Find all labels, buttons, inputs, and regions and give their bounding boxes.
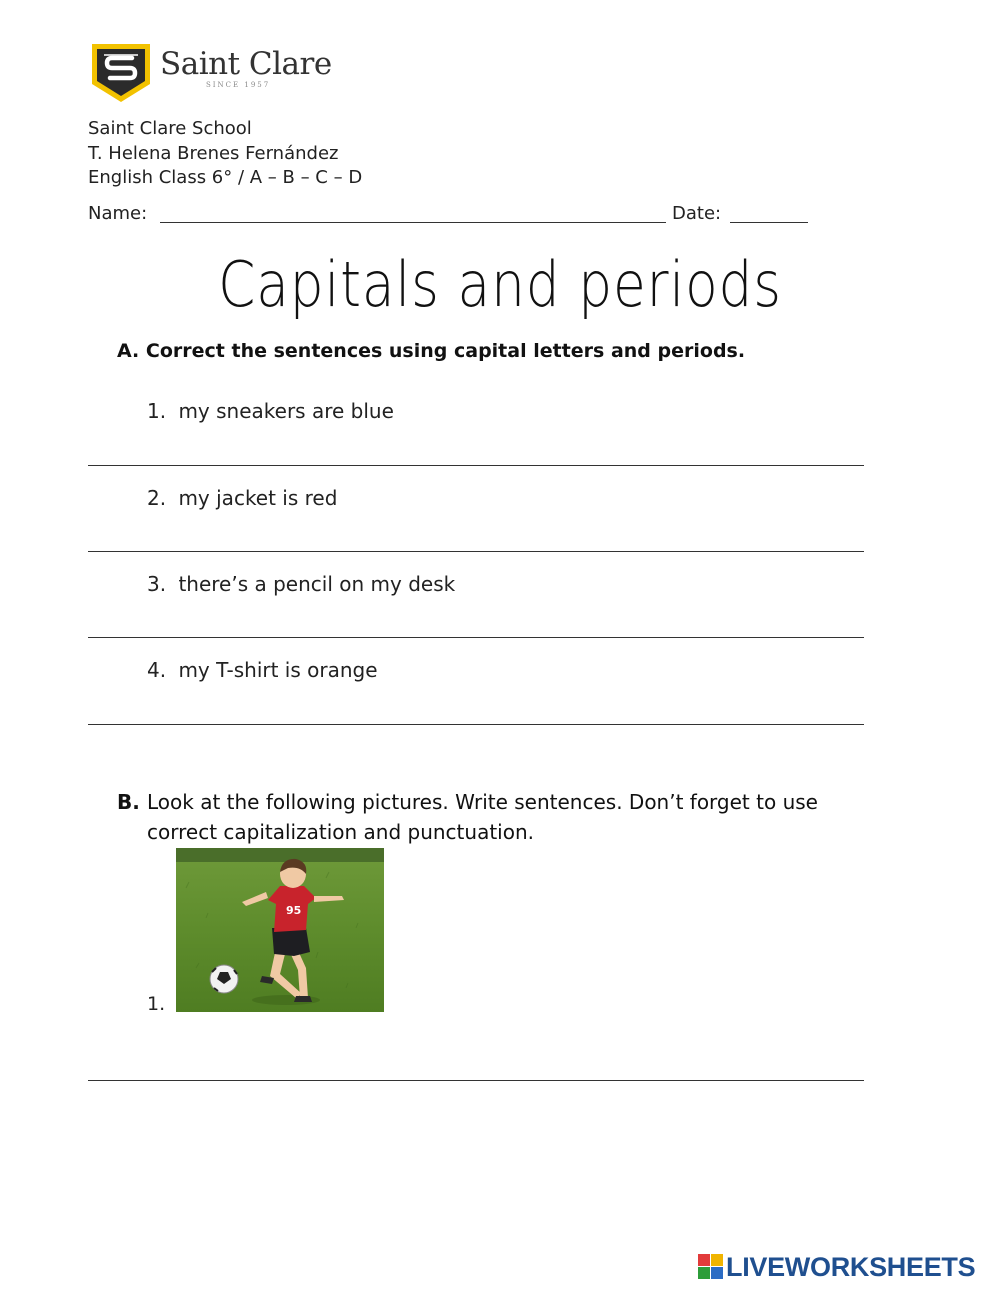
item-text: there’s a pencil on my desk [178,572,456,596]
item-text: my jacket is red [178,486,338,510]
item-number: 4. [147,658,167,682]
item-number: 1. [147,399,167,423]
list-item [147,399,394,423]
answer-line-a4[interactable] [88,724,864,725]
blocks-icon [698,1254,724,1280]
name-field[interactable] [160,222,666,223]
school-name: Saint Clare School [88,118,252,139]
answer-line-b1[interactable] [88,1080,864,1081]
list-item [147,572,455,596]
item-text: my T-shirt is orange [178,658,378,682]
teacher-name: T. Helena Brenes Fernández [88,143,339,164]
class-line: English Class 6° / A – B – C – D [88,167,363,188]
item-number: 2. [147,486,167,510]
date-label: Date: [672,203,722,224]
logo-since: SINCE 1957 [206,81,271,89]
answer-line-a1[interactable] [88,465,864,466]
page-title: Capitals and periods [218,248,782,321]
answer-line-a3[interactable] [88,637,864,638]
liveworksheets-logo [698,1252,994,1282]
section-b-letter: B. [117,790,140,814]
logo-name: Saint Clare [160,46,332,82]
jersey-number: 95 [286,904,302,917]
item-number: 3. [147,572,167,596]
item-number: 1. [147,993,166,1015]
section-b-instruction-line1: Look at the following pictures. Write sentences. Don’t forget to use [147,790,818,814]
shield-icon [88,40,154,106]
section-a-instruction [117,340,745,362]
brand-text: LIVEWORKSHEETS [726,1252,976,1282]
list-item [147,658,378,682]
date-field[interactable] [730,222,808,223]
section-b-instruction-line2: correct capitalization and punctuation. [147,820,534,844]
section-a-letter: A. [117,340,140,362]
item-text: my sneakers are blue [178,399,394,423]
boy-kicking-ball-photo [176,848,384,1012]
name-label: Name: [88,203,148,224]
school-logo [88,40,332,106]
list-item [147,486,337,510]
answer-line-a2[interactable] [88,551,864,552]
section-a-text: Correct the sentences using capital letters and periods. [145,340,746,362]
